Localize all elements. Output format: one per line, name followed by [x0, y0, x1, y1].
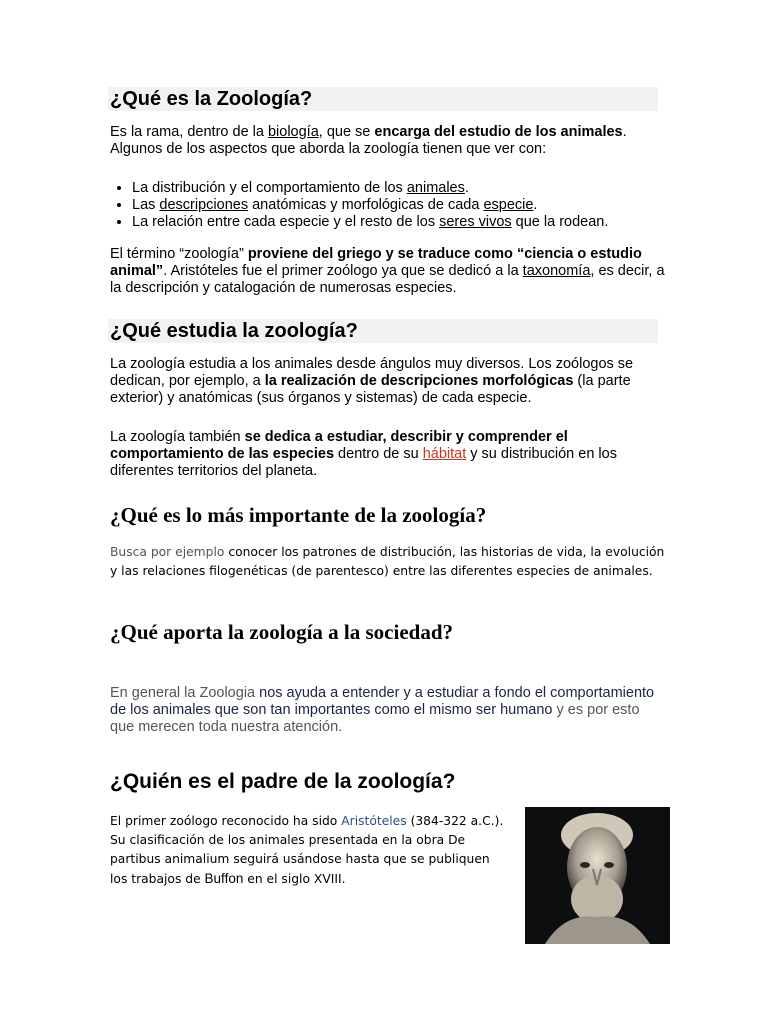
paragraph-definition: Es la rama, dentro de la biología, que se encarga del estudio de los animales. Algunos de los aspectos que aborda la zoología tienen que ver con:	[110, 124, 627, 157]
heading-que-estudia: ¿Qué estudia la zoología?	[110, 320, 358, 342]
aspects-list	[110, 180, 692, 231]
aristotle-bust-icon	[525, 807, 670, 944]
heading-padre-zoologia: ¿Quién es el padre de la zoología?	[110, 770, 456, 793]
paragraph-importance: Busca por ejemplo conocer los patrones de distribución, las historias de vida, la evolución y las relaciones filogenéticas (de parentesco) entre las diferentes especies de animales.	[110, 545, 665, 578]
list-item: • La distribución y el comportamiento de los animales.	[132, 180, 692, 197]
paragraph-etymology: El término “zoología” proviene del griego y se traduce como “ciencia o estudio animal”. Aristóteles fue el primer zoólogo ya que se dedicó a la taxonomía, es decir, a la descripción y catalogación de numerosas especies.	[110, 246, 665, 296]
list-item: • Las descripciones anatómicas y morfológicas de cada especie.	[132, 197, 692, 214]
heading-que-es-zoologia: ¿Qué es la Zoología?	[110, 88, 313, 110]
aristotle-portrait-image	[525, 807, 670, 944]
link-seres-vivos[interactable]: seres vivos	[439, 214, 512, 230]
name-aristoteles: Aristóteles	[341, 814, 407, 828]
link-animales[interactable]: animales	[406, 180, 465, 196]
link-biologia[interactable]: biología	[267, 124, 319, 140]
link-habitat[interactable]: hábitat	[422, 446, 467, 462]
paragraph-aristoteles: El primer zoólogo reconocido ha sido Aristóteles (384-322 a.C.). Su clasificación de los animales presentada en la obra De partibus animalium seguirá usándose hasta que se publiquen los trabajos de Buffon en el siglo XVIII.	[110, 814, 504, 886]
paragraph-society: En general la Zoologia nos ayuda a entender y a estudiar a fondo el comportamiento de los animales que son tan importantes como el mismo ser humano y es por esto que merecen toda nuestra atención.	[110, 685, 655, 735]
heading-aporta-sociedad: ¿Qué aporta la zoología a la sociedad?	[110, 620, 453, 644]
heading-mas-importante: ¿Qué es lo más importante de la zoología?	[110, 503, 487, 527]
paragraph-study-angles: La zoología estudia a los animales desde ángulos muy diversos. Los zoólogos se dedican, por ejemplo, a la realización de descripciones morfológicas (la parte exterior) y anatómicas (sus órganos y sistemas) de cada especie.	[110, 356, 634, 406]
link-especie[interactable]: especie	[483, 197, 534, 213]
paragraph-behavior: La zoología también se dedica a estudiar, describir y comprender el comportamiento de las especies dentro de su hábitat y su distribución en los diferentes territorios del planeta.	[110, 429, 617, 479]
list-item: • La relación entre cada especie y el resto de los seres vivos que la rodean.	[132, 214, 692, 231]
link-descripciones[interactable]: descripciones	[159, 197, 249, 213]
link-taxonomia[interactable]: taxonomía	[522, 263, 591, 279]
